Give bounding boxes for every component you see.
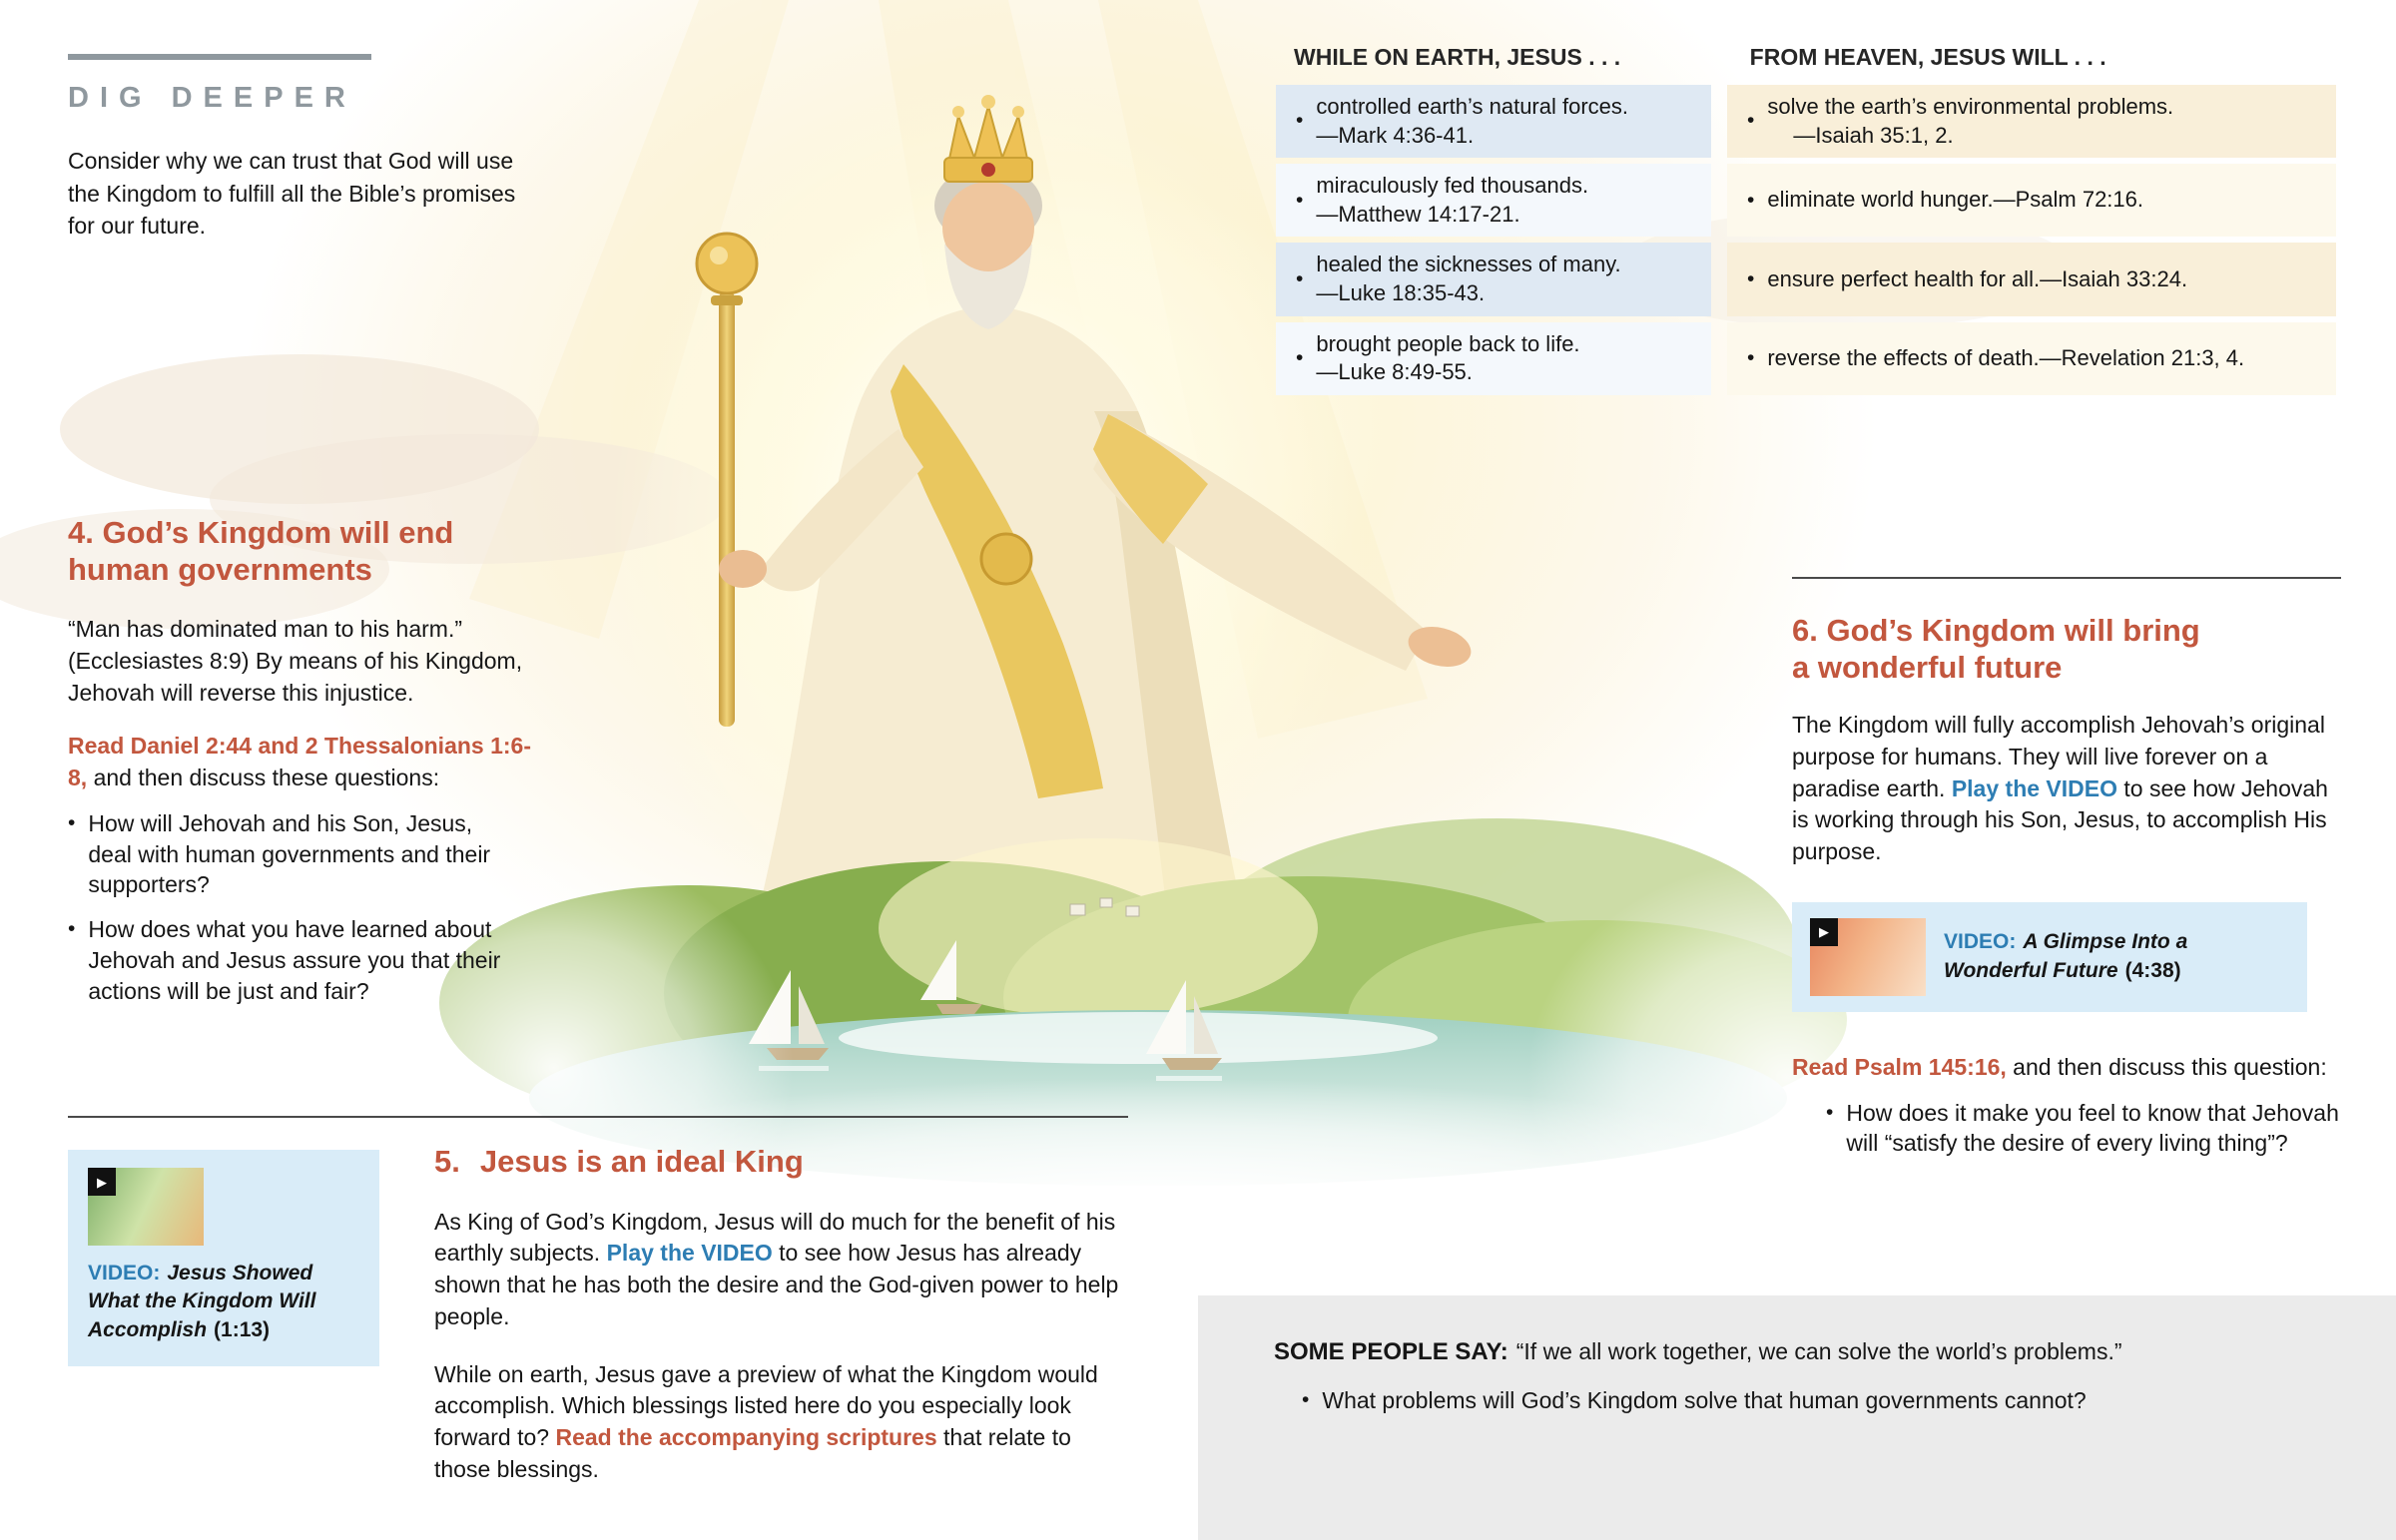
section-6-title-line2: a wonderful future: [1792, 649, 2063, 685]
cell-ref: —Luke 8:49-55.: [1316, 359, 1473, 385]
table-header-heaven: FROM HEAVEN, JESUS WILL . . .: [1749, 44, 2106, 70]
some-people-say-quote: “If we all work together, we can solve the world’s problems.”: [1515, 1338, 2122, 1364]
question-text: How will Jehovah and his Son, Jesus, deal with human governments and their supporters?: [88, 809, 491, 898]
table-cell-heaven-4: [1727, 322, 2336, 395]
some-people-say-box: [1198, 1295, 2396, 1540]
table-row: [1276, 85, 2340, 158]
question-text: What problems will God’s Kingdom solve that human governments cannot?: [1322, 1386, 2087, 1413]
bullet-icon: •: [68, 810, 76, 834]
table-header-earth: WHILE ON EARTH, JESUS . . .: [1294, 44, 1621, 70]
cell-text: reverse the effects of death.—Revelation 21:3, 4.: [1767, 344, 2245, 370]
video-caption: [1944, 928, 2273, 985]
section-4: [68, 515, 541, 1007]
section-6-rule: [1792, 577, 2341, 579]
cell-ref: —Mark 4:36-41.: [1316, 122, 1475, 148]
section-6-read-line: [1792, 1052, 2341, 1084]
question-text: How does what you have learned about Jehovah and Jesus assure you that their actions will be just and fair?: [88, 916, 501, 1004]
play-glyph: ▶: [97, 1174, 107, 1190]
cell-text: ensure perfect health for all.—Isaiah 33:24.: [1767, 265, 2188, 291]
video-title: Jesus Showed What the Kingdom Will Accomplish: [88, 1262, 316, 1341]
table-row: [1276, 243, 2340, 315]
cell-text: healed the sicknesses of many.: [1316, 252, 1621, 277]
para-text: While on earth, Jesus gave a preview of what the Kingdom would accomplish. Which blessings listed here do you especially look forward to?: [434, 1360, 1098, 1450]
video-duration: (4:38): [2124, 958, 2181, 982]
para-text: to see how Jesus has already shown that he has both the desire and the God-given power to help people.: [434, 1240, 1119, 1329]
cell-text: brought people back to life.: [1316, 330, 1580, 356]
section-5-title: [434, 1144, 1123, 1181]
section-5-paragraph-1: [434, 1207, 1123, 1333]
question-item: [1792, 1098, 2341, 1160]
bullet-icon: •: [1747, 109, 1755, 133]
bullet-icon: •: [1296, 188, 1304, 212]
para-text: to see how Jehovah is working through his Son, Jesus, to accomplish His purpose.: [1792, 774, 2328, 865]
dig-deeper-rule: [68, 54, 371, 60]
section-5-rule: [68, 1116, 1128, 1118]
section-5-title-text: Jesus is an ideal King: [479, 1144, 804, 1179]
para-text: that relate to those blessings.: [434, 1423, 1071, 1482]
table-cell-earth-2: [1276, 164, 1711, 237]
cell-ref: —Luke 18:35-43.: [1316, 279, 1486, 305]
play-video-link[interactable]: Play the VIDEO: [606, 1240, 773, 1267]
section-5-number: 5.: [434, 1144, 460, 1179]
table-row: [1276, 164, 2340, 237]
play-icon[interactable]: [88, 1168, 116, 1196]
video-card-future[interactable]: [1792, 902, 2307, 1012]
dig-deeper-intro: Consider why we can trust that God will use the Kingdom to fulfill all the Bible’s promises for our future.: [68, 148, 516, 240]
video-card-kingdom[interactable]: [68, 1150, 379, 1366]
section-6-title-line1: 6. God’s Kingdom will bring: [1792, 613, 2200, 648]
bullet-icon: •: [1302, 1387, 1310, 1411]
section-6-paragraph: [1792, 710, 2341, 868]
play-video-link[interactable]: Play the VIDEO: [1951, 774, 2117, 801]
play-icon[interactable]: [1810, 918, 1838, 946]
read-scriptures-link[interactable]: Read the accompanying scriptures: [555, 1423, 937, 1450]
section-4-read-line: [68, 731, 541, 793]
read-psalm-link[interactable]: Read Psalm 145:16,: [1792, 1053, 2007, 1080]
question-item: [68, 808, 507, 900]
video-thumbnail[interactable]: [88, 1168, 204, 1246]
read-rest: and then discuss this question:: [2006, 1053, 2327, 1080]
question-item: [1274, 1385, 2346, 1416]
dig-deeper-title: DIG DEEPER: [68, 82, 356, 114]
para-text: The Kingdom will fully accomplish Jehovah’s original purpose for humans. They will live forever on a paradise earth.: [1792, 712, 2325, 801]
section-5-paragraph-2: [434, 1359, 1123, 1486]
cell-ref: —Matthew 14:17-21.: [1316, 201, 1520, 227]
question-text: How does it make you feel to know that Jehovah will “satisfy the desire of every living thing”?: [1846, 1099, 2339, 1157]
bullet-icon: •: [1747, 345, 1755, 369]
table-cell-heaven-1: [1727, 85, 2336, 158]
cell-ref: —Isaiah 35:1, 2.: [1793, 122, 1954, 148]
bullet-icon: •: [1747, 266, 1755, 290]
section-4-paragraph: “Man has dominated man to his harm.” (Ecclesiastes 8:9) By means of his Kingdom, Jehovah will reverse this injustice.: [68, 616, 523, 706]
cell-text: solve the earth’s environmental problems.: [1767, 94, 2174, 119]
read-rest: and then discuss these questions:: [87, 765, 440, 791]
video-label: VIDEO:: [88, 1262, 161, 1284]
cell-text: eliminate world hunger.—Psalm 72:16.: [1767, 187, 2144, 213]
section-6: [1792, 577, 2341, 1159]
table-cell-earth-1: [1276, 85, 1711, 158]
play-glyph: ▶: [1819, 924, 1829, 940]
cell-text: miraculously fed thousands.: [1316, 173, 1589, 199]
bullet-icon: •: [68, 917, 76, 941]
some-people-say-line: [1274, 1335, 2346, 1369]
question-item: [68, 914, 507, 1006]
cell-text: controlled earth’s natural forces.: [1316, 94, 1629, 119]
video-title: A Glimpse Into a Wonderful Future: [1944, 930, 2188, 982]
section-4-title-line1: 4. God’s Kingdom will end: [68, 515, 454, 550]
table-cell-heaven-3: [1727, 243, 2336, 315]
para-text: As King of God’s Kingdom, Jesus will do much for the benefit of his earthly subjects.: [434, 1208, 1116, 1267]
video-caption: [88, 1260, 357, 1344]
section-4-title: [68, 515, 541, 588]
video-duration: (1:13): [214, 1317, 271, 1341]
dig-deeper-section: [68, 54, 545, 265]
bullet-icon: •: [1826, 1100, 1834, 1124]
table-cell-earth-4: [1276, 322, 1711, 395]
some-people-say-label: SOME PEOPLE SAY:: [1274, 1338, 1508, 1365]
table-row: [1276, 322, 2340, 395]
section-5: [434, 1144, 1123, 1485]
bullet-icon: •: [1296, 345, 1304, 369]
bullet-icon: •: [1296, 266, 1304, 290]
table-cell-earth-3: [1276, 243, 1711, 315]
video-label: VIDEO:: [1944, 930, 2017, 954]
bullet-icon: •: [1296, 109, 1304, 133]
video-thumbnail[interactable]: [1810, 918, 1926, 996]
jesus-comparison-table: [1276, 44, 2340, 401]
read-daniel-link[interactable]: Read Daniel 2:44 and 2 Thessalonians 1:6-8,: [68, 733, 531, 791]
section-6-title: [1792, 613, 2341, 686]
table-cell-heaven-2: [1727, 164, 2336, 237]
section-4-title-line2: human governments: [68, 551, 372, 587]
bullet-icon: •: [1747, 188, 1755, 212]
